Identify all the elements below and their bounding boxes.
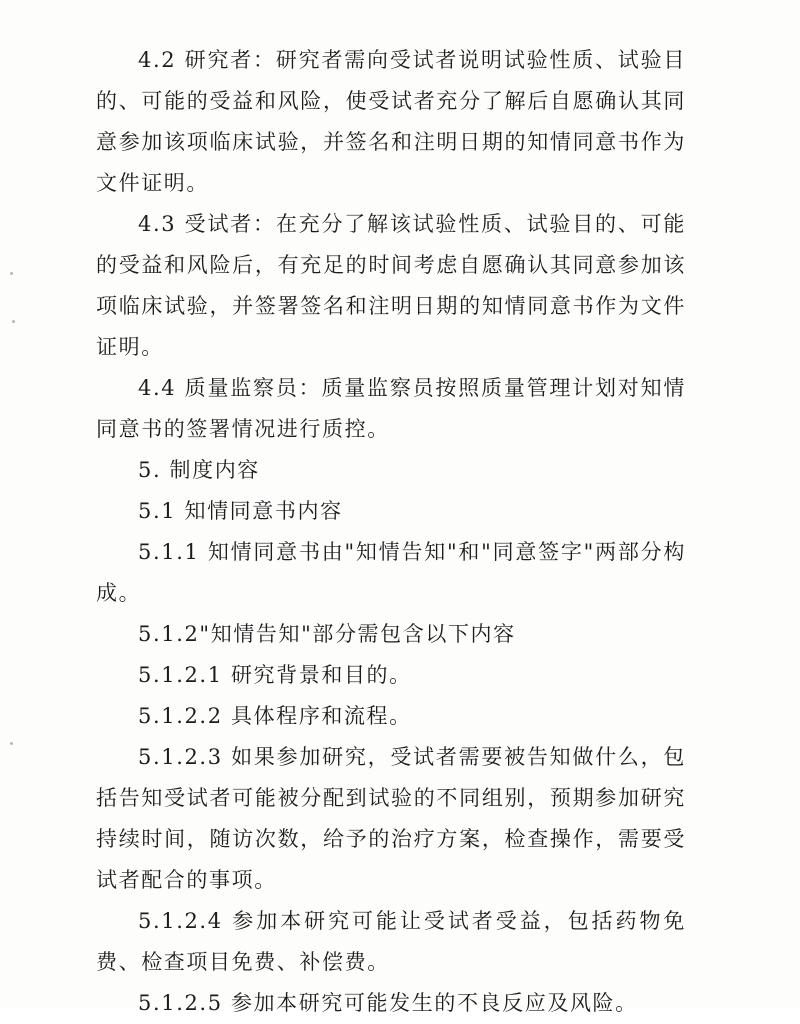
list-item-5-1-2-4: 5.1.2.4 参加本研究可能让受试者受益，包括药物免费、检查项目免费、补偿费。 bbox=[96, 909, 686, 974]
list-item-5-1-2-5: 5.1.2.5 参加本研究可能发生的不良反应及风险。 bbox=[138, 991, 638, 1015]
paragraph-4-4-quality-monitor: 4.4 质量监察员：质量监察员按照质量管理计划对知情同意书的签署情况进行质控。 bbox=[96, 376, 686, 441]
scan-speck bbox=[12, 320, 15, 323]
list-item-5-1-2-1: 5.1.2.1 研究背景和目的。 bbox=[138, 663, 412, 687]
paragraph-4-2-researcher: 4.2 研究者：研究者需向受试者说明试验性质、试验目的、可能的受益和风险，使受试者充分了解后自愿确认其同意参加该项临床试验，并签名和注明日期的知情同意书作为文件证明。 bbox=[96, 48, 686, 195]
scan-speck bbox=[10, 272, 13, 275]
paragraph-5-1-2: 5.1.2"知情告知"部分需包含以下内容 bbox=[138, 622, 516, 646]
paragraph-4-3-subject: 4.3 受试者：在充分了解该试验性质、试验目的、可能的受益和风险后，有充足的时间考虑自愿确认其同意参加该项临床试验，并签署签名和注明日期的知情同意书作为文件证明。 bbox=[96, 212, 686, 359]
heading-5-system-content: 5. 制度内容 bbox=[138, 458, 260, 482]
paragraph-5-1-1: 5.1.1 知情同意书由"知情告知"和"同意签字"两部分构成。 bbox=[96, 540, 686, 605]
list-item-5-1-2-3: 5.1.2.3 如果参加研究，受试者需要被告知做什么，包括告知受试者可能被分配到试验的不同组别，预期参加研究持续时间，随访次数，给予的治疗方案，检查操作，需要受试者配合的事项。 bbox=[96, 745, 686, 892]
heading-5-1-consent-content: 5.1 知情同意书内容 bbox=[138, 499, 343, 523]
list-item-5-1-2-2: 5.1.2.2 具体程序和流程。 bbox=[138, 704, 412, 728]
document-body bbox=[96, 40, 686, 1024]
scan-speck bbox=[10, 742, 13, 745]
